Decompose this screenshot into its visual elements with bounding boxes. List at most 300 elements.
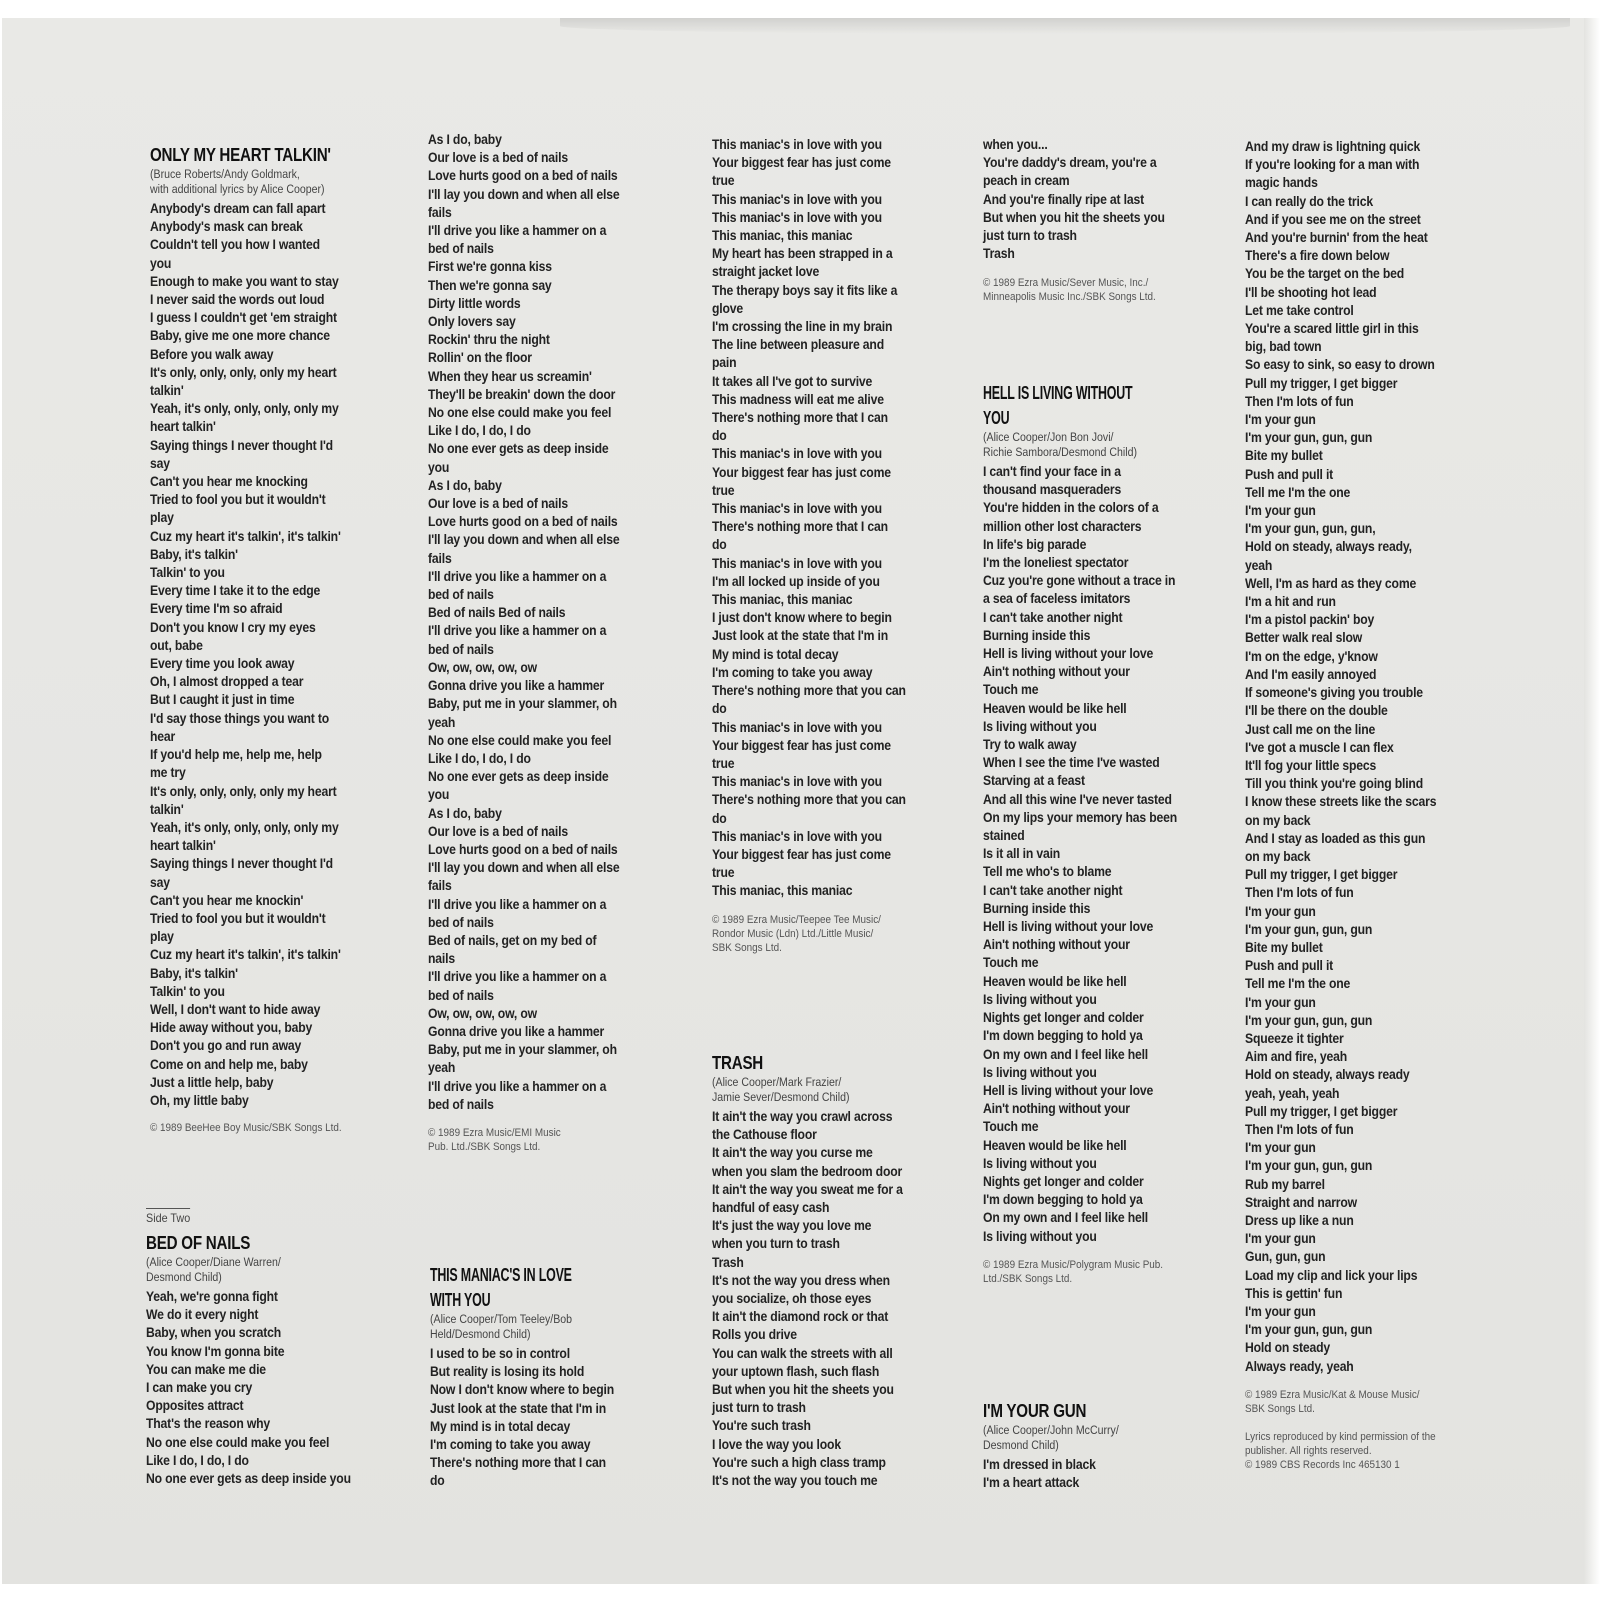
copyright-line: publisher. All rights reserved. [1245, 1444, 1372, 1457]
lyric-line: I'll drive you like a hammer on a [428, 623, 607, 640]
lyric-line: yeah [428, 1060, 456, 1077]
lyric-line: Baby, it's talkin' [150, 965, 238, 982]
lyric-line: This maniac's in love with you [712, 555, 882, 572]
lyric-line: I'll be shooting hot lead [1245, 284, 1377, 301]
lyric-line: when you slam the bedroom door [712, 1163, 903, 1180]
lyric-line: heart talkin' [150, 419, 216, 436]
lyric-line: This madness will eat me alive [712, 391, 884, 408]
lyric-line: Yeah, it's only, only, only, only my [150, 819, 339, 836]
lyric-line: I can really do the trick [1245, 193, 1373, 210]
lyric-line: play [150, 510, 174, 527]
lyric-line: No one else could make you feel [428, 732, 612, 749]
lyric-line: on my back [1245, 812, 1311, 829]
lyric-line: And my draw is lightning quick [1245, 139, 1421, 155]
song-copyright [1245, 1388, 1467, 1472]
song-title [430, 1262, 605, 1312]
song-title [983, 380, 1168, 430]
song-title: ONLY MY HEART TALKIN' [150, 144, 331, 165]
lyric-line: Then I'm lots of fun [1245, 393, 1354, 410]
song-this-maniacs-in-love-with-you [430, 1262, 644, 1491]
lyric-line: You know I'm gonna bite [146, 1343, 285, 1360]
lyric-line: I know these streets like the scars [1245, 794, 1437, 811]
lyric-line: Rub my barrel [1245, 1176, 1325, 1193]
lyric-line: Starving at a feast [983, 773, 1085, 790]
lyric-line: when you turn to trash [712, 1236, 840, 1253]
lyric-line: I'll be there on the double [1245, 703, 1388, 720]
lyric-line: the Cathouse floor [712, 1127, 817, 1144]
song-this-maniacs-continued [712, 136, 937, 955]
lyric-line: Is it all in vain [983, 846, 1061, 863]
lyric-line: Our love is a bed of nails [428, 496, 568, 513]
copyright-line: Minneapolis Music Inc./SBK Songs Ltd. [983, 291, 1156, 304]
lyric-line: handful of easy cash [712, 1200, 830, 1217]
lyric-line: Push and pull it [1245, 466, 1334, 483]
lyric-line: glove [712, 300, 744, 317]
lyric-line: your uptown flash, such flash [712, 1363, 880, 1380]
copyright-line: Pub. Ltd./SBK Songs Ltd. [428, 1140, 541, 1153]
song-copyright [428, 1126, 651, 1154]
lyric-line: I'll drive you like a hammer on a [428, 969, 607, 986]
lyric-line: My mind is in total decay [430, 1418, 571, 1435]
lyric-line: This maniac's in love with you [712, 137, 882, 153]
lyric-line: Baby, it's talkin' [150, 546, 238, 563]
lyric-line: you socialize, oh those eyes [712, 1291, 872, 1308]
credit-line: Richie Sambora/Desmond Child) [983, 445, 1137, 459]
lyric-line: I can't find your face in a [983, 464, 1121, 480]
lyric-line: Ain't nothing without your [983, 937, 1130, 954]
lyric-line: There's nothing more that you can [712, 683, 906, 700]
lyric-line: Gonna drive you like a hammer [428, 1023, 605, 1040]
lyric-line: You can walk the streets with all [712, 1345, 893, 1362]
lyric-line: Ain't nothing without your [983, 664, 1130, 681]
song-copyright [712, 913, 937, 955]
lyric-line: And I stay as loaded as this gun [1245, 830, 1426, 847]
lyric-line: heart talkin' [150, 838, 216, 855]
lyric-line: I'll lay you down and when all else [428, 860, 620, 877]
song-trash-continued [983, 136, 1194, 304]
lyric-line: I'm a heart attack [983, 1475, 1080, 1492]
credit-line: (Alice Cooper/Diane Warren/ [146, 1255, 281, 1269]
lyric-line: I'll lay you down and when all else [428, 186, 620, 203]
lyric-line: I can make you cry [146, 1380, 253, 1397]
lyric-line: bed of nails [428, 987, 494, 1004]
lyric-line: If someone's giving you trouble [1245, 685, 1423, 702]
lyric-line: nails [428, 951, 455, 968]
copyright-line: © 1989 Ezra Music/Sever Music, Inc./ [983, 277, 1149, 290]
lyric-line: Every time I take it to the edge [150, 583, 321, 600]
lyric-line: But I caught it just in time [150, 692, 295, 709]
lyric-line: stained [983, 828, 1025, 845]
lyric-line: And I'm easily annoyed [1245, 666, 1377, 683]
lyric-line: Like I do, I do, I do [428, 423, 531, 440]
lyric-line: My heart has been strapped in a [712, 246, 893, 263]
lyric-line: I'm dressed in black [983, 1457, 1096, 1473]
lyric-line: bed of nails [428, 914, 494, 931]
lyric-line: I'm your gun, gun, gun [1245, 1322, 1373, 1339]
lyric-line: Can't you hear me knocking [150, 474, 308, 491]
lyric-line: It'll fog your little specs [1245, 757, 1377, 774]
lyric-line: Hide away without you, baby [150, 1020, 313, 1037]
lyric-line: It ain't the way you sweat me for a [712, 1181, 903, 1198]
lyric-line: It ain't the way you curse me [712, 1145, 873, 1162]
lyric-line: But when you hit the sheets you [983, 209, 1165, 226]
lyric-line: Heaven would be like hell [983, 700, 1127, 717]
copyright-line: © 1989 BeeHee Boy Music/SBK Songs Ltd. [150, 1122, 342, 1135]
lyric-line: do [712, 701, 727, 718]
lyric-line: There's nothing more that I can [430, 1455, 606, 1472]
copyright-line: © 1989 Ezra Music/Polygram Music Pub. [983, 1258, 1164, 1271]
song-lyrics [150, 200, 372, 1110]
lyric-line: Every time I'm so afraid [150, 601, 283, 618]
song-title-line: WITH YOU [430, 1289, 491, 1310]
lyric-line: I'm a pistol packin' boy [1245, 612, 1375, 629]
lyric-line: I'm coming to take you away [712, 664, 873, 681]
lyric-line: when you... [983, 137, 1048, 153]
lyric-line: I never said the words out loud [150, 292, 325, 309]
credit-line: (Alice Cooper/Jon Bon Jovi/ [983, 430, 1114, 444]
lyric-line: I can't take another night [983, 609, 1123, 626]
lyric-line: bed of nails [428, 241, 494, 258]
lyric-line: I'm your gun, gun, gun [1245, 921, 1373, 938]
lyric-line: I'd say those things you want to [150, 710, 330, 727]
lyric-line: Couldn't tell you how I wanted [150, 237, 320, 254]
lyric-line: I'm your gun [1245, 1231, 1316, 1248]
lyric-line: There's a fire down below [1245, 248, 1390, 265]
lyric-line: you [150, 255, 172, 272]
lyric-line: I'm down begging to hold ya [983, 1028, 1143, 1045]
lyric-line: This maniac's in love with you [712, 446, 882, 463]
song-credits [983, 1423, 1141, 1453]
lyric-line: Pull my trigger, I get bigger [1245, 1103, 1398, 1120]
lyric-line: Till you think you're going blind [1245, 776, 1423, 793]
lyric-line: This maniac's in love with you [712, 828, 882, 845]
lyric-line: When I see the time I've wasted [983, 755, 1160, 772]
lyric-line: This is gettin' fun [1245, 1285, 1343, 1302]
lyric-line: true [712, 865, 735, 882]
lyric-line: Always ready, yeah [1245, 1358, 1354, 1375]
lyric-line: Come on and help me, baby [150, 1056, 308, 1073]
copyright-line: Lyrics reproduced by kind permission of the [1245, 1430, 1436, 1443]
lyric-line: As I do, baby [428, 805, 502, 822]
lyric-line: No one else could make you feel [146, 1434, 330, 1451]
lyric-line: Dirty little words [428, 295, 521, 312]
lyric-line: Our love is a bed of nails [428, 823, 568, 840]
lyric-line: On my own and I feel like hell [983, 1046, 1149, 1063]
lyric-line: Heaven would be like hell [983, 1137, 1127, 1154]
lyric-line: say [150, 455, 170, 472]
lyric-line: Every time you look away [150, 656, 295, 673]
song-title-line: HELL IS LIVING WITHOUT [983, 382, 1133, 403]
lyric-line: Baby, when you scratch [146, 1325, 281, 1342]
lyric-line: There's nothing more that you can [712, 792, 906, 809]
lyric-line: Load my clip and lick your lips [1245, 1267, 1418, 1284]
lyric-line: Is living without you [983, 1155, 1097, 1172]
lyric-line: Hold on steady, always ready, [1245, 539, 1412, 556]
song-lyrics [983, 1456, 1141, 1492]
song-copyright [983, 276, 1194, 304]
lyric-line: Let me take control [1245, 302, 1354, 319]
lyric-line: There's nothing more that I can [712, 519, 888, 536]
lyric-line: talkin' [150, 383, 184, 400]
lyric-line: And if you see me on the street [1245, 211, 1421, 228]
lyric-line: It's not the way you dress when [712, 1272, 890, 1289]
lyric-line: Better walk real slow [1245, 630, 1363, 647]
song-title-line: THIS MANIAC'S IN LOVE [430, 1264, 572, 1285]
lyric-line: Squeeze it tighter [1245, 1030, 1344, 1047]
credit-line: Desmond Child) [983, 1438, 1059, 1452]
lyric-line: You can make me die [146, 1361, 266, 1378]
lyric-line: Saying things I never thought I'd [150, 856, 333, 873]
lyric-line: Baby, put me in your slammer, oh [428, 696, 617, 713]
lyric-line: No one ever gets as deep inside [428, 441, 609, 458]
lyric-line: do [712, 810, 727, 827]
copyright-line: SBK Songs Ltd. [712, 941, 782, 954]
copyright-line [1245, 1416, 1445, 1430]
side-two-label: Side Two [146, 1208, 190, 1225]
lyric-line: Oh, my little baby [150, 1092, 249, 1109]
lyric-line: bed of nails [428, 1096, 494, 1113]
lyric-line: No one ever gets as deep inside [428, 769, 609, 786]
lyric-line: Well, I'm as hard as they come [1245, 575, 1417, 592]
lyric-line: I used to be so in control [430, 1346, 570, 1362]
lyric-line: That's the reason why [146, 1416, 271, 1433]
lyric-line: I'll drive you like a hammer on a [428, 1078, 607, 1095]
lyric-line: I'm your gun, gun, gun [1245, 1158, 1373, 1175]
lyric-line: Opposites attract [146, 1398, 244, 1415]
lyric-line: Your biggest fear has just come [712, 464, 891, 481]
lyric-line: Bed of nails Bed of nails [428, 605, 566, 622]
song-title: I'M YOUR GUN [983, 1400, 1087, 1421]
lyric-line: I'll lay you down and when all else [428, 532, 620, 549]
lyric-line: Rollin' on the floor [428, 350, 532, 367]
lyric-line: Touch me [983, 955, 1039, 972]
lyric-line: Our love is a bed of nails [428, 150, 568, 167]
lyric-line: Is living without you [983, 718, 1097, 735]
lyric-line: This maniac, this maniac [712, 228, 853, 245]
lyric-line: Is living without you [983, 1064, 1097, 1081]
lyric-line: Oh, I almost dropped a tear [150, 674, 304, 691]
lyric-line: As I do, baby [428, 132, 502, 148]
copyright-line: © 1989 Ezra Music/Kat & Mouse Music/ [1245, 1388, 1420, 1401]
lyric-line: We do it every night [146, 1307, 259, 1324]
lyric-line: Then I'm lots of fun [1245, 885, 1354, 902]
lyric-line: talkin' [150, 801, 184, 818]
copyright-line: Ltd./SBK Songs Ltd. [983, 1272, 1073, 1285]
lyric-line: Burning inside this [983, 900, 1091, 917]
lyric-line: This maniac's in love with you [712, 774, 882, 791]
lyric-line: Rolls you drive [712, 1327, 797, 1344]
lyric-line: First we're gonna kiss [428, 259, 552, 276]
song-trash [712, 1050, 934, 1490]
lyric-line: No one else could make you feel [428, 405, 612, 422]
song-bed-of-nails-continued [428, 131, 651, 1154]
lyric-line: This maniac's in love with you [712, 209, 882, 226]
lyric-line: a sea of faceless imitators [983, 591, 1131, 608]
song-title: BED OF NAILS [146, 1232, 251, 1253]
lyric-line: Only lovers say [428, 314, 516, 331]
lyric-line: Hell is living without your love [983, 919, 1154, 936]
lyric-line: I'll drive you like a hammer on a [428, 223, 607, 240]
lyric-line: Can't you hear me knockin' [150, 892, 304, 909]
lyric-line: on my back [1245, 848, 1311, 865]
lyric-line: magic hands [1245, 175, 1318, 192]
lyric-line: Don't you know I cry my eyes [150, 619, 316, 636]
lyric-line: thousand masqueraders [983, 482, 1122, 499]
lyric-line: Dress up like a nun [1245, 1212, 1354, 1229]
song-credits [150, 167, 372, 197]
lyric-line: do [712, 428, 727, 445]
lyric-line: I'm down begging to hold ya [983, 1192, 1143, 1209]
lyric-line: fails [428, 550, 452, 567]
lyric-line: Talkin' to you [150, 983, 225, 1000]
lyric-line: Hold on steady [1245, 1340, 1331, 1357]
lyric-line: My mind is total decay [712, 646, 839, 663]
lyric-line: It ain't the diamond rock or that [712, 1309, 889, 1326]
lyric-line: yeah [428, 714, 456, 731]
lyric-line: I'm your gun [1245, 503, 1316, 520]
copyright-line: Rondor Music (Ldn) Ltd./Little Music/ [712, 927, 874, 940]
lyric-line: Just look at the state that I'm in [712, 628, 889, 645]
credit-line: Jamie Sever/Desmond Child) [712, 1090, 850, 1104]
lyric-line: Nights get longer and colder [983, 1010, 1144, 1027]
lyric-line: Don't you go and run away [150, 1038, 302, 1055]
lyric-line: This maniac's in love with you [712, 191, 882, 208]
lyric-line: The therapy boys say it fits like a [712, 282, 898, 299]
lyric-line: If you're looking for a man with [1245, 157, 1420, 174]
lyric-line: I'm your gun [1245, 1304, 1316, 1320]
lyric-line: Heaven would be like hell [983, 973, 1127, 990]
lyric-line: true [712, 173, 735, 190]
lyric-line: yeah [1245, 557, 1273, 574]
lyric-line: It's only, only, only, only my heart [150, 783, 337, 800]
song-only-my-heart-talkin [150, 142, 372, 1135]
lyric-line: This maniac's in love with you [712, 719, 882, 736]
lyric-line: Just a little help, baby [150, 1074, 274, 1091]
lyric-line: Enough to make you want to stay [150, 273, 339, 290]
lyric-line: hear [150, 728, 176, 745]
lyric-line: Burning inside this [983, 627, 1091, 644]
song-im-your-gun-continued [1245, 138, 1467, 1472]
lyric-line: You're such trash [712, 1418, 811, 1435]
lyric-line: But when you hit the sheets you [712, 1382, 894, 1399]
lyric-line: It ain't the way you crawl across [712, 1109, 893, 1125]
song-title-line: YOU [983, 407, 1010, 428]
lyric-line: You're daddy's dream, you're a [983, 155, 1157, 172]
credit-line: (Bruce Roberts/Andy Goldmark, [150, 167, 300, 181]
lyric-line: Love hurts good on a bed of nails [428, 514, 618, 531]
copyright-line: © 1989 CBS Records Inc 465130 1 [1245, 1458, 1400, 1471]
lyric-line: fails [428, 878, 452, 895]
lyric-line: You be the target on the bed [1245, 266, 1405, 283]
lyric-line: me try [150, 765, 186, 782]
lyric-line: Baby, put me in your slammer, oh [428, 1042, 617, 1059]
lyric-line: It's only, only, only, only my heart [150, 364, 337, 381]
lyric-line: I've got a muscle I can flex [1245, 739, 1394, 756]
lyric-line: Like I do, I do, I do [428, 750, 531, 767]
lyric-line: Talkin' to you [150, 565, 225, 582]
lyric-line: And you're burnin' from the heat [1245, 230, 1428, 247]
lyric-line: Your biggest fear has just come [712, 737, 891, 754]
lyric-line: you [428, 787, 450, 804]
lyric-line: It's not the way you touch me [712, 1473, 878, 1490]
lyric-line: This maniac, this maniac [712, 592, 853, 609]
lyric-line: Hell is living without your love [983, 1082, 1154, 1099]
song-hell-is-living-without-you [983, 380, 1209, 1286]
copyright-line: © 1989 Ezra Music/EMI Music [428, 1126, 561, 1139]
lyric-line: Love hurts good on a bed of nails [428, 168, 618, 185]
lyric-line: do [430, 1473, 445, 1490]
song-credits [146, 1255, 384, 1285]
lyric-line: Bite my bullet [1245, 448, 1323, 465]
song-title: TRASH [712, 1052, 764, 1073]
lyric-line: Rockin' thru the night [428, 332, 550, 349]
lyric-line: You're hidden in the colors of a [983, 500, 1159, 517]
lyric-line: I'm your gun, gun, gun [1245, 1012, 1373, 1029]
lyric-line: In life's big parade [983, 536, 1087, 553]
lyric-line: Before you walk away [150, 346, 274, 363]
song-lyrics [983, 463, 1209, 1246]
lyric-line: But reality is losing its hold [430, 1364, 585, 1381]
lyric-line: I'm your gun [1245, 412, 1316, 429]
lyric-line: Tell me I'm the one [1245, 484, 1351, 501]
lyric-line: Then we're gonna say [428, 277, 552, 294]
lyric-line: Saying things I never thought I'd [150, 437, 333, 454]
lyric-line: Pull my trigger, I get bigger [1245, 375, 1398, 392]
lyric-line: And all this wine I've never tasted [983, 791, 1172, 808]
lyric-line: So easy to sink, so easy to drown [1245, 357, 1435, 374]
song-lyrics [712, 136, 937, 901]
lyric-line: I'm the loneliest spectator [983, 555, 1129, 572]
lyric-line: On my own and I feel like hell [983, 1210, 1149, 1227]
lyric-line: I'm your gun, gun, gun, [1245, 521, 1376, 538]
lyric-line: yeah, yeah, yeah [1245, 1085, 1340, 1102]
song-credits [712, 1075, 934, 1105]
lyric-line: Is living without you [983, 991, 1097, 1008]
lyric-line: Cuz my heart it's talkin', it's talkin' [150, 528, 341, 545]
lyric-line: Is living without you [983, 1228, 1097, 1245]
lyric-line: out, babe [150, 637, 203, 654]
lyric-line: I'm your gun, gun, gun [1245, 430, 1373, 447]
lyric-line: just turn to trash [712, 1400, 806, 1417]
lyric-line: It takes all I've got to survive [712, 373, 873, 390]
lyric-line: bed of nails [428, 587, 494, 604]
lyric-line: Yeah, we're gonna fight [146, 1289, 278, 1305]
copyright-line: SBK Songs Ltd. [1245, 1402, 1315, 1415]
lyric-line: They'll be breakin' down the door [428, 386, 616, 403]
lyric-line: I'm on the edge, y'know [1245, 648, 1378, 665]
lyric-line: straight jacket love [712, 264, 820, 281]
lyric-line: As I do, baby [428, 477, 502, 494]
lyric-line: Straight and narrow [1245, 1194, 1357, 1211]
lyric-line: Then I'm lots of fun [1245, 1121, 1354, 1138]
lyric-line: fails [428, 204, 452, 221]
lyric-line: Baby, give me one more chance [150, 328, 330, 345]
song-bed-of-nails [146, 1230, 384, 1488]
lyric-line: Touch me [983, 1119, 1039, 1136]
lyric-line: I love the way you look [712, 1436, 841, 1453]
lyric-line: pain [712, 355, 737, 372]
lyric-line: Anybody's mask can break [150, 219, 303, 236]
lyric-line: Nights get longer and colder [983, 1173, 1144, 1190]
lyric-line: peach in cream [983, 173, 1070, 190]
lyric-line: Try to walk away [983, 737, 1077, 754]
lyric-line: Now I don't know where to begin [430, 1382, 614, 1399]
lyric-line: Love hurts good on a bed of nails [428, 841, 618, 858]
lyric-line: No one ever gets as deep inside you [146, 1471, 351, 1488]
credit-line: Desmond Child) [146, 1270, 222, 1284]
record-sleeve-shadow [560, 18, 1570, 34]
credit-line: Held/Desmond Child) [430, 1327, 531, 1341]
